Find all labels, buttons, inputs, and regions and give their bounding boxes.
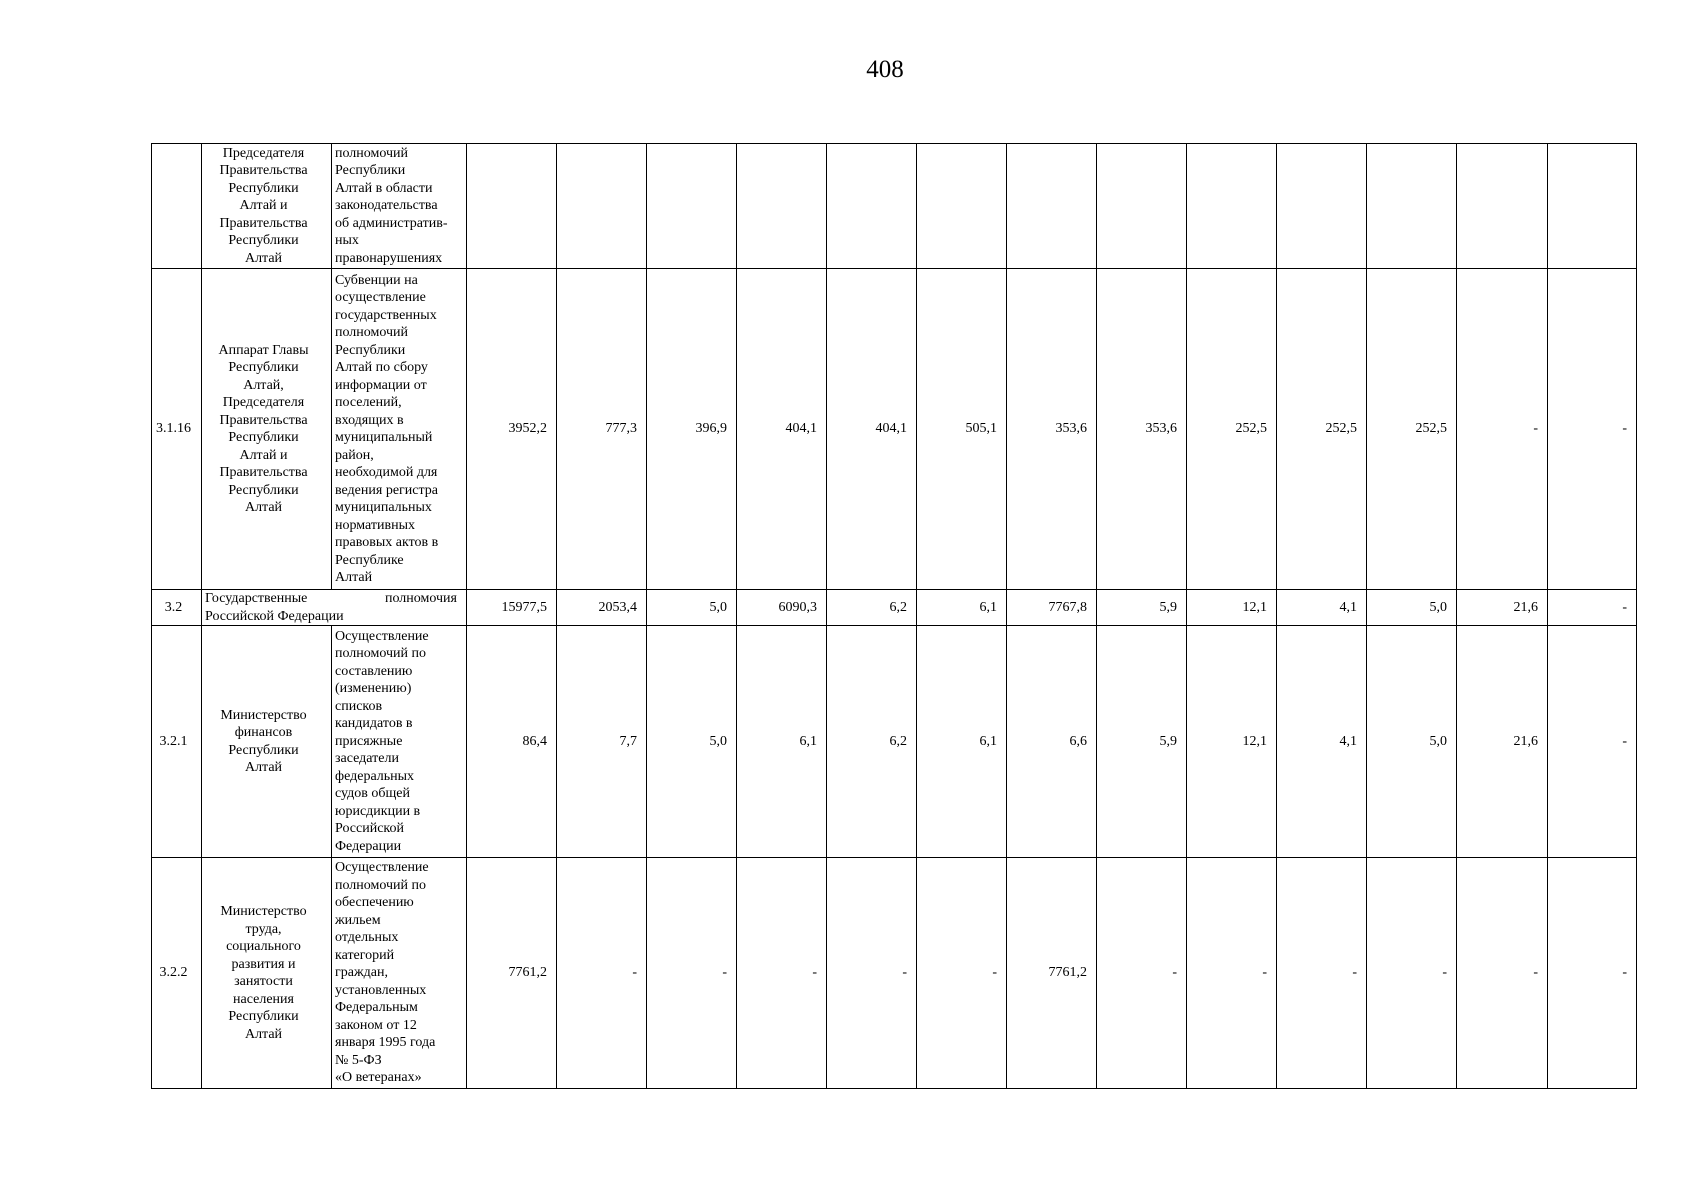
value-cell: 12,1: [1187, 590, 1277, 626]
value-cell: [827, 144, 917, 269]
table-row: [152, 269, 1637, 590]
responsible-org-text: Председателя Правительства Республики Алтай и Правительства Республики Алтай: [219, 145, 308, 266]
value-cell: 5,0: [647, 590, 737, 626]
table-row: [152, 626, 1637, 858]
value-cell: 5,0: [647, 626, 737, 858]
measure-description-text: Субвенции на осуществление государственных полномочий Республики Алтай по сбору информации от поселений, входящих в муниципальный район, необходимой для ведения регистра муниципальных нормативных правовых актов в Республике Алтай: [335, 272, 439, 585]
value-cell: 4,1: [1277, 590, 1367, 626]
value-cell: -: [1548, 590, 1637, 626]
value-cell: 6,2: [827, 590, 917, 626]
measure-description: [332, 858, 467, 1089]
value-cell: -: [1097, 858, 1187, 1089]
value-cell: 12,1: [1187, 626, 1277, 858]
responsible-org: [202, 626, 332, 858]
value-cell: [1187, 144, 1277, 269]
value-cell: -: [1277, 858, 1367, 1089]
table-row: [152, 858, 1637, 1089]
value-cell: 6,1: [917, 590, 1007, 626]
measure-description: [332, 269, 467, 590]
row-code: [152, 144, 202, 269]
value-cell: 396,9: [647, 269, 737, 590]
value-cell: [917, 144, 1007, 269]
value-cell: 252,5: [1277, 269, 1367, 590]
row-code: 3.2.1: [152, 626, 202, 858]
value-cell: 7767,8: [1007, 590, 1097, 626]
section-description: [202, 590, 467, 626]
value-cell: -: [1367, 858, 1457, 1089]
value-cell: 5,9: [1097, 626, 1187, 858]
responsible-org-text: Министерство финансов Республики Алтай: [220, 707, 307, 775]
measure-description: [332, 626, 467, 858]
value-cell: 353,6: [1007, 269, 1097, 590]
value-cell: 7761,2: [467, 858, 557, 1089]
value-cell: -: [917, 858, 1007, 1089]
value-cell: 5,0: [1367, 626, 1457, 858]
value-cell: [1277, 144, 1367, 269]
responsible-org: [202, 144, 332, 269]
budget-table: [151, 143, 1637, 1089]
value-cell: 6,2: [827, 626, 917, 858]
value-cell: -: [737, 858, 827, 1089]
value-cell: 777,3: [557, 269, 647, 590]
value-cell: 6090,3: [737, 590, 827, 626]
value-cell: 7761,2: [1007, 858, 1097, 1089]
value-cell: [1367, 144, 1457, 269]
value-cell: 7,7: [557, 626, 647, 858]
responsible-org-text: Министерство труда, социального развития и занятости населения Республики Алтай: [220, 904, 307, 1042]
value-cell: 2053,4: [557, 590, 647, 626]
value-cell: [557, 144, 647, 269]
value-cell: 6,1: [917, 626, 1007, 858]
value-cell: 15977,5: [467, 590, 557, 626]
value-cell: 404,1: [827, 269, 917, 590]
value-cell: [1457, 144, 1548, 269]
measure-description-text: Осуществление полномочий по составлению (изменению) списков кандидатов в присяжные заседатели федеральных судов общей юрисдикции в Российской Федерации: [335, 628, 429, 854]
value-cell: 21,6: [1457, 590, 1548, 626]
value-cell: [647, 144, 737, 269]
table-row: [152, 590, 1637, 626]
table-row: [152, 144, 1637, 269]
value-cell: [737, 144, 827, 269]
value-cell: -: [1187, 858, 1277, 1089]
value-cell: [1007, 144, 1097, 269]
value-cell: -: [1548, 269, 1637, 590]
value-cell: -: [647, 858, 737, 1089]
value-cell: 3952,2: [467, 269, 557, 590]
responsible-org-text: Аппарат Главы Республики Алтай, Председателя Правительства Республики Алтай и Правительства Республики Алтай: [218, 342, 309, 515]
row-code: 3.1.16: [152, 269, 202, 590]
value-cell: 5,0: [1367, 590, 1457, 626]
value-cell: -: [1457, 269, 1548, 590]
value-cell: 6,1: [737, 626, 827, 858]
section-description-line: Российской Федерации: [205, 608, 344, 624]
value-cell: 4,1: [1277, 626, 1367, 858]
responsible-org: [202, 858, 332, 1089]
value-cell: 5,9: [1097, 590, 1187, 626]
value-cell: 252,5: [1367, 269, 1457, 590]
value-cell: -: [1548, 626, 1637, 858]
responsible-org: [202, 269, 332, 590]
value-cell: 252,5: [1187, 269, 1277, 590]
page-number: 408: [866, 56, 904, 83]
value-cell: -: [1457, 858, 1548, 1089]
value-cell: 505,1: [917, 269, 1007, 590]
value-cell: 404,1: [737, 269, 827, 590]
value-cell: [1097, 144, 1187, 269]
value-cell: 86,4: [467, 626, 557, 858]
value-cell: 21,6: [1457, 626, 1548, 858]
value-cell: 353,6: [1097, 269, 1187, 590]
value-cell: [467, 144, 557, 269]
value-cell: 6,6: [1007, 626, 1097, 858]
measure-description-text: полномочий Республики Алтай в области законодательства об административ- ных правонарушениях: [335, 145, 448, 266]
value-cell: -: [827, 858, 917, 1089]
value-cell: -: [1548, 858, 1637, 1089]
measure-description: [332, 144, 467, 269]
value-cell: -: [557, 858, 647, 1089]
row-code: 3.2.2: [152, 858, 202, 1089]
row-code: 3.2: [152, 590, 202, 626]
section-description-line: Государственные полномочия: [205, 591, 457, 606]
value-cell: [1548, 144, 1637, 269]
measure-description-text: Осуществление полномочий по обеспечению жильем отдельных категорий граждан, установленных Федеральным законом от 12 января 1995 года № 5-ФЗ «О ветеранах»: [335, 860, 436, 1086]
